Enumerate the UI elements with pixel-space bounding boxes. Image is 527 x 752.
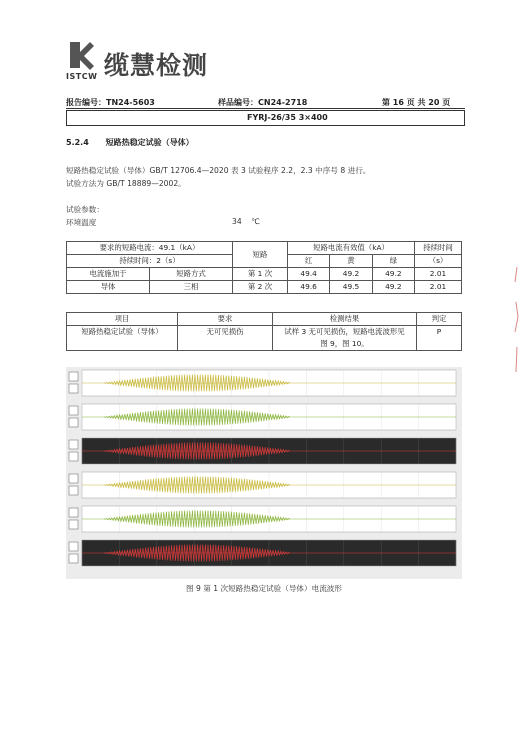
ambient-label: 环境温度 (66, 218, 97, 227)
waveform-channel (69, 404, 456, 430)
page-info: 第 16 页 共 20 页 (382, 98, 451, 107)
waveform-channel (69, 540, 456, 566)
waveform-channel (69, 506, 456, 532)
row-time: 2.01 (415, 268, 462, 281)
sample-number: 样品编号：CN24-2718 (218, 98, 308, 107)
item-value: 短路热稳定试验（导体） (67, 326, 178, 351)
logo-text: 缆慧检测 (104, 51, 209, 80)
section-heading (66, 137, 194, 148)
short-circuit-header: 短路 (233, 242, 288, 268)
row-time: 2.01 (415, 281, 462, 294)
report-number: 报告编号：TN24-5603 (66, 98, 155, 107)
req-current: 要求的短路电流：49.1（kA） (67, 242, 233, 255)
waveform-channel (69, 438, 456, 464)
channel-control-icon (69, 554, 78, 563)
duration-header: 持续时间 (415, 242, 462, 255)
params-label: 试验参数： (66, 205, 104, 214)
short-circuit-table (66, 241, 462, 294)
waveform-panel (66, 367, 462, 579)
duration-unit: （s） (415, 255, 462, 268)
row-yellow: 49.5 (330, 281, 372, 294)
section-title: 短路热稳定试验（导体） (105, 138, 194, 147)
figure-caption: 图 9 第 1 次短路热稳定试验（导体）电流波形 (185, 584, 342, 593)
judge-value: P (417, 326, 462, 351)
header-rule (66, 108, 465, 109)
row-yellow: 49.2 (330, 268, 372, 281)
item-header: 项目 (67, 313, 178, 326)
judge-header: 判定 (417, 313, 462, 326)
row-red: 49.4 (288, 268, 330, 281)
method-value: 三相 (150, 281, 233, 294)
row-red: 49.6 (288, 281, 330, 294)
channel-control-icon (69, 372, 78, 381)
row-green: 49.2 (372, 268, 414, 281)
logo-subtitle: ISTCW (66, 72, 98, 81)
company-logo-icon (66, 40, 96, 70)
applied-label: 电流施加于 (67, 268, 150, 281)
model-box (66, 110, 465, 126)
phase-red: 红 (288, 255, 330, 268)
method-label: 短路方式 (150, 268, 233, 281)
result-header: 检测结果 (273, 313, 417, 326)
phase-green: 绿 (372, 255, 414, 268)
channel-control-icon (69, 418, 78, 427)
result-value: 试样 3 无可见损伤，短路电流波形见 图 9，图 10。 (273, 326, 417, 351)
waveform-figure (66, 367, 462, 579)
row-green: 49.2 (372, 281, 414, 294)
channel-control-icon (69, 384, 78, 393)
req-header: 要求 (178, 313, 273, 326)
eff-current-header: 短路电流有效值（kA） (288, 242, 415, 255)
ambient-value: 34 ℃ (232, 217, 260, 226)
row-name: 第 2 次 (233, 281, 288, 294)
req-value: 无可见损伤 (178, 326, 273, 351)
waveform-channel (69, 370, 456, 396)
duration-req: 持续时间：2（s） (67, 255, 233, 268)
channel-control-icon (69, 474, 78, 483)
model-text: FYRJ-26/35 3×400 (247, 113, 328, 122)
para-standard: 短路热稳定试验（导体）GB/T 12706.4—2020 表 3 试验程序 2.2，2.3 中序号 8 进行。 (66, 166, 371, 175)
channel-control-icon (69, 452, 78, 461)
channel-control-icon (69, 542, 78, 551)
channel-control-icon (69, 520, 78, 529)
applied-value: 导体 (67, 281, 150, 294)
waveform-channel (69, 472, 456, 498)
channel-control-icon (69, 508, 78, 517)
channel-control-icon (69, 486, 78, 495)
margin-mark (505, 262, 525, 382)
channel-control-icon (69, 406, 78, 415)
phase-yellow: 黄 (330, 255, 372, 268)
para-method: 试验方法为 GB/T 18889—2002。 (66, 179, 186, 188)
section-number: 5.2.4 (66, 138, 89, 147)
result-table (66, 312, 462, 351)
row-name: 第 1 次 (233, 268, 288, 281)
channel-control-icon (69, 440, 78, 449)
